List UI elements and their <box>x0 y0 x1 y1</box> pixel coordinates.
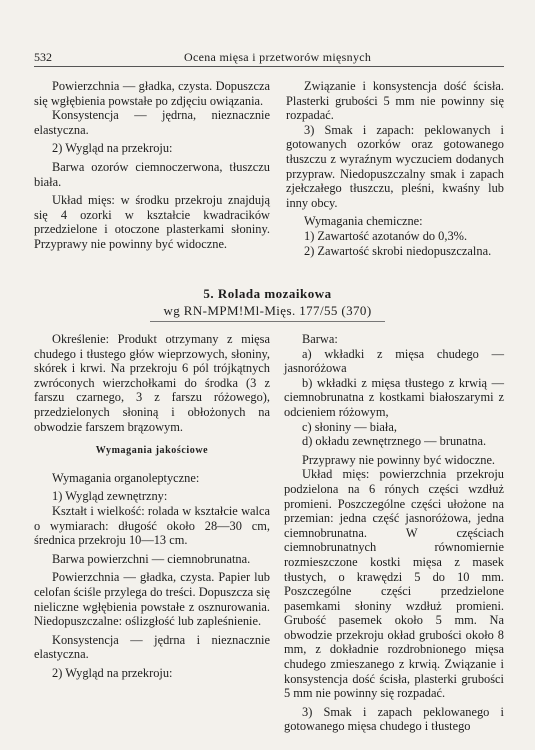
page-number: 532 <box>34 50 52 64</box>
paragraph: Barwa: <box>302 332 338 346</box>
column-right-bottom <box>284 332 504 734</box>
paragraph: b) wkładki z mięsa tłustego z krwią — ciemnobrunatna z kostkami białoszarymi z odcieniem różowym, <box>284 375 504 419</box>
paragraph: Wymagania chemiczne: <box>304 214 423 229</box>
paragraph: 2) Zawartość skrobi niedopuszczalna. <box>304 243 492 258</box>
paragraph: 2) Wygląd na przekroju: <box>52 141 173 156</box>
paragraph: a) wkładki z mięsa chudego — jasnoróżowa <box>284 346 504 376</box>
paragraph: Układ mięs: powierzchnia przekroju podzielona na 6 rónych części wzdłuż promieni. Poszczególne części ułożone na przemian: jedna część jasnoróżowa, jedna ciemnobrunatna. W częściach ciemnobrunatnych równomiernie rozmieszczone kostki mięsa z masek tłustych, o krawędzi 5 do 10 mm. Poszczególne części przedzielone pasemkami słoniny wzdłuż promieni. Grubość pasemek około 5 mm. Na obwodzie przekroju okład grubości około 8 mm, z dokładnie rozdrobnionego mięsa chudego zmieszanego z krwią. Związanie i konsystencja dość ścisła, plasterki grubości 5 mm nie powinny się rozpadać. <box>284 467 504 701</box>
paragraph: Barwa ozorów ciemnoczerwona, tłuszczu biała. <box>34 159 270 189</box>
column-right-top <box>286 79 504 258</box>
paragraph: Konsystencja — jędrna, nieznacznie elastyczna. <box>34 108 270 137</box>
paragraph: Układ mięs: w środku przekroju znajdują się 4 ozorki w kształcie kwadracików przedzielone i otoczone plasterkami słoniny. Przyprawy nie powinny być widoczne. <box>34 193 270 251</box>
section-divider <box>150 321 385 322</box>
paragraph: 3) Smak i zapach: peklowanych i gotowanych ozorków oraz gotowanego tłuszczu z wyraźnym wyczuciem dodanych przypraw. Niedopuszczalny smak i zapach zjełczałego tłuszczu, pleśni, kwaśny lub inny obcy. <box>286 122 504 210</box>
column-left-bottom <box>34 332 270 680</box>
subheading: Wymagania jakościowe <box>95 445 209 457</box>
paragraph: 2) Wygląd na przekroju: <box>52 665 173 680</box>
paragraph: d) okładu zewnętrznego — brunatna. <box>302 434 487 449</box>
paragraph: Powierzchnia — gładka, czysta. Papier lub celofan ściśle przylega do treści. Dopuszcza się nieliczne wgłębienia powstałe z osznurowania. Niedopuszczalne: oślizgłość lub zapleśnienie. <box>34 570 270 629</box>
paragraph: c) słoniny — biała, <box>302 419 397 434</box>
paragraph: Przyprawy nie powinny być widoczne. <box>302 452 496 467</box>
paragraph: 1) Wygląd zewnętrzny: <box>52 489 168 504</box>
paragraph: Kształt i wielkość: rolada w kształcie walca o wymiarach: długość około 28—30 cm, średnica przekroju 10—13 cm. <box>34 503 270 548</box>
section-subtitle: wg RN-MPM!Ml-Mięs. 177/55 (370) <box>163 303 372 318</box>
paragraph: Wymagania organoleptyczne: <box>52 470 200 485</box>
paragraph: 1) Zawartość azotanów do 0,3%. <box>304 228 468 243</box>
section-title: 5. Rolada mozaikowa <box>203 286 332 301</box>
paragraph: Powierzchnia — gładka, czysta. Dopuszcza się wgłębienia powstałe po zdjęciu owiązania. <box>34 79 270 108</box>
paragraph: Konsystencja — jędrna i nieznacznie elastyczna. <box>34 632 270 662</box>
page-header <box>34 46 504 67</box>
paragraph: Określenie: Produkt otrzymany z mięsa chudego i tłustego głów wieprzowych, słoniny, skórek i krwi. Na przekroju 6 pól trójkątnych zwróconych wierzchołkami do środka (3 z farszu czarnego, 3 z farszu różowego), przedzielonych słoniną i obłożonych na obwodzie farszem brązowym. <box>34 332 270 434</box>
column-left-top <box>34 79 270 252</box>
paragraph: 3) Smak i zapach peklowanego i gotowanego mięsa chudego i tłustego <box>284 704 504 734</box>
running-title: Ocena mięsa i przetworów mięsnych <box>184 50 372 64</box>
paragraph: Barwa powierzchni — ciemnobrunatna. <box>52 551 251 566</box>
paragraph: Związanie i konsystencja dość ścisła. Plasterki grubości 5 mm nie powinny się rozpadać. <box>286 79 504 123</box>
